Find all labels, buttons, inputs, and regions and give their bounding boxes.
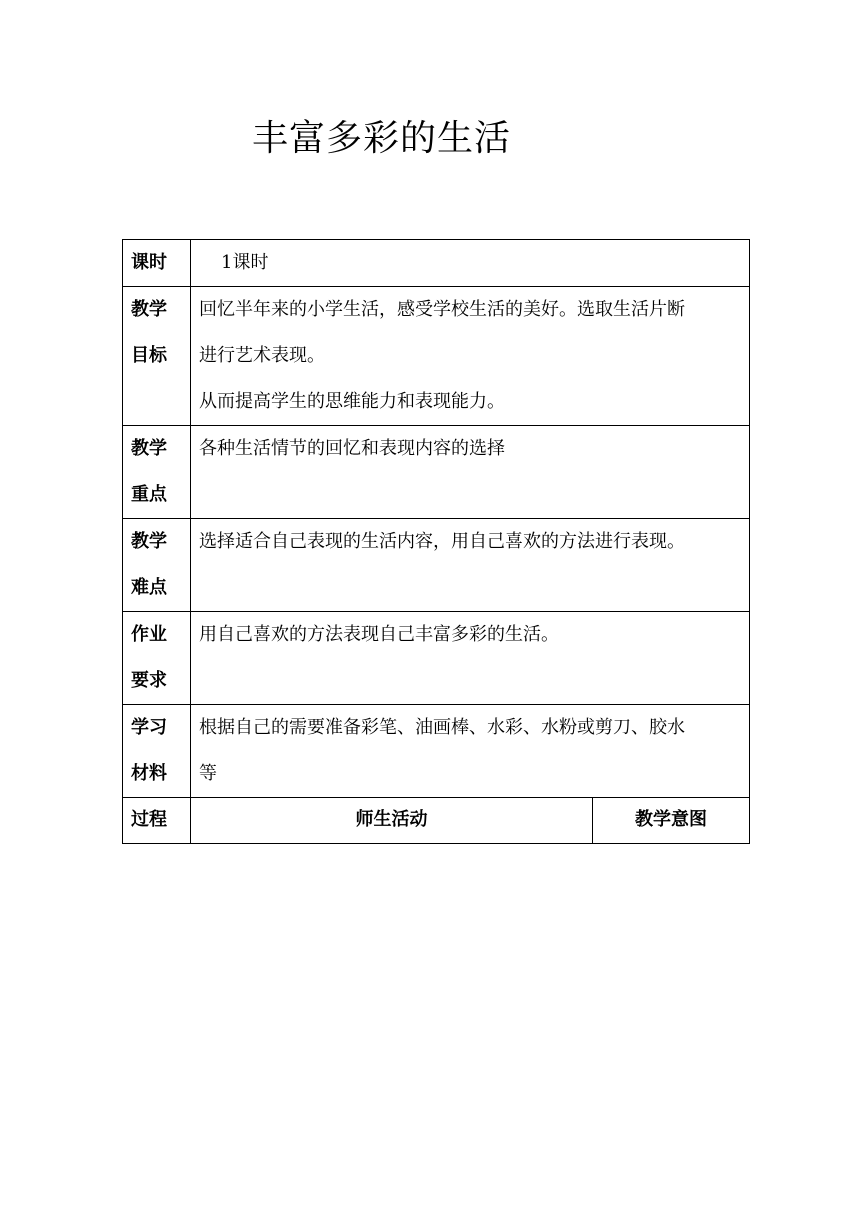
label-homework-line-1: 作业 bbox=[131, 624, 167, 645]
value-period-text: 1课时 bbox=[221, 252, 269, 273]
row-difficulty bbox=[123, 519, 750, 612]
value-homework bbox=[191, 612, 750, 705]
label-period bbox=[123, 240, 191, 287]
label-difficulty bbox=[123, 519, 191, 612]
value-materials bbox=[191, 705, 750, 798]
value-key bbox=[191, 426, 750, 519]
label-goals bbox=[123, 287, 191, 426]
row-process bbox=[123, 798, 750, 844]
label-materials bbox=[123, 705, 191, 798]
label-key-line-1: 教学 bbox=[131, 438, 167, 459]
materials-line-2: 等 bbox=[199, 763, 217, 784]
lesson-plan-table bbox=[122, 239, 750, 844]
goals-line-1: 回忆半年来的小学生活，感受学校生活的美好。选取生活片断 bbox=[199, 299, 685, 320]
label-process bbox=[123, 798, 191, 844]
difficulty-line-1: 选择适合自己表现的生活内容，用自己喜欢的方法进行表现。 bbox=[199, 531, 685, 552]
label-goals-line-2: 目标 bbox=[131, 345, 167, 366]
row-homework bbox=[123, 612, 750, 705]
document-title: 丰富多彩的生活 bbox=[252, 118, 512, 159]
key-line-1: 各种生活情节的回忆和表现内容的选择 bbox=[199, 438, 505, 459]
row-goals bbox=[123, 287, 750, 426]
goals-line-2: 进行艺术表现。 bbox=[199, 345, 325, 366]
label-period-text: 课时 bbox=[131, 252, 167, 273]
goals-line-3: 从而提高学生的思维能力和表现能力。 bbox=[199, 391, 505, 412]
materials-line-1: 根据自己的需要准备彩笔、油画棒、水彩、水粉或剪刀、胶水 bbox=[199, 717, 685, 738]
row-materials bbox=[123, 705, 750, 798]
label-homework-line-2: 要求 bbox=[131, 670, 167, 691]
header-intent: 教学意图 bbox=[593, 798, 750, 844]
label-difficulty-line-2: 难点 bbox=[131, 577, 167, 598]
label-homework bbox=[123, 612, 191, 705]
label-key-line-2: 重点 bbox=[131, 484, 167, 505]
value-goals bbox=[191, 287, 750, 426]
header-activity: 师生活动 bbox=[191, 798, 593, 844]
value-period bbox=[191, 240, 750, 287]
row-key bbox=[123, 426, 750, 519]
homework-line-1: 用自己喜欢的方法表现自己丰富多彩的生活。 bbox=[199, 624, 559, 645]
label-goals-line-1: 教学 bbox=[131, 299, 167, 320]
label-process-text: 过程 bbox=[131, 809, 167, 830]
label-materials-line-2: 材料 bbox=[131, 763, 167, 784]
value-difficulty bbox=[191, 519, 750, 612]
row-period bbox=[123, 240, 750, 287]
label-difficulty-line-1: 教学 bbox=[131, 531, 167, 552]
label-key bbox=[123, 426, 191, 519]
label-materials-line-1: 学习 bbox=[131, 717, 167, 738]
